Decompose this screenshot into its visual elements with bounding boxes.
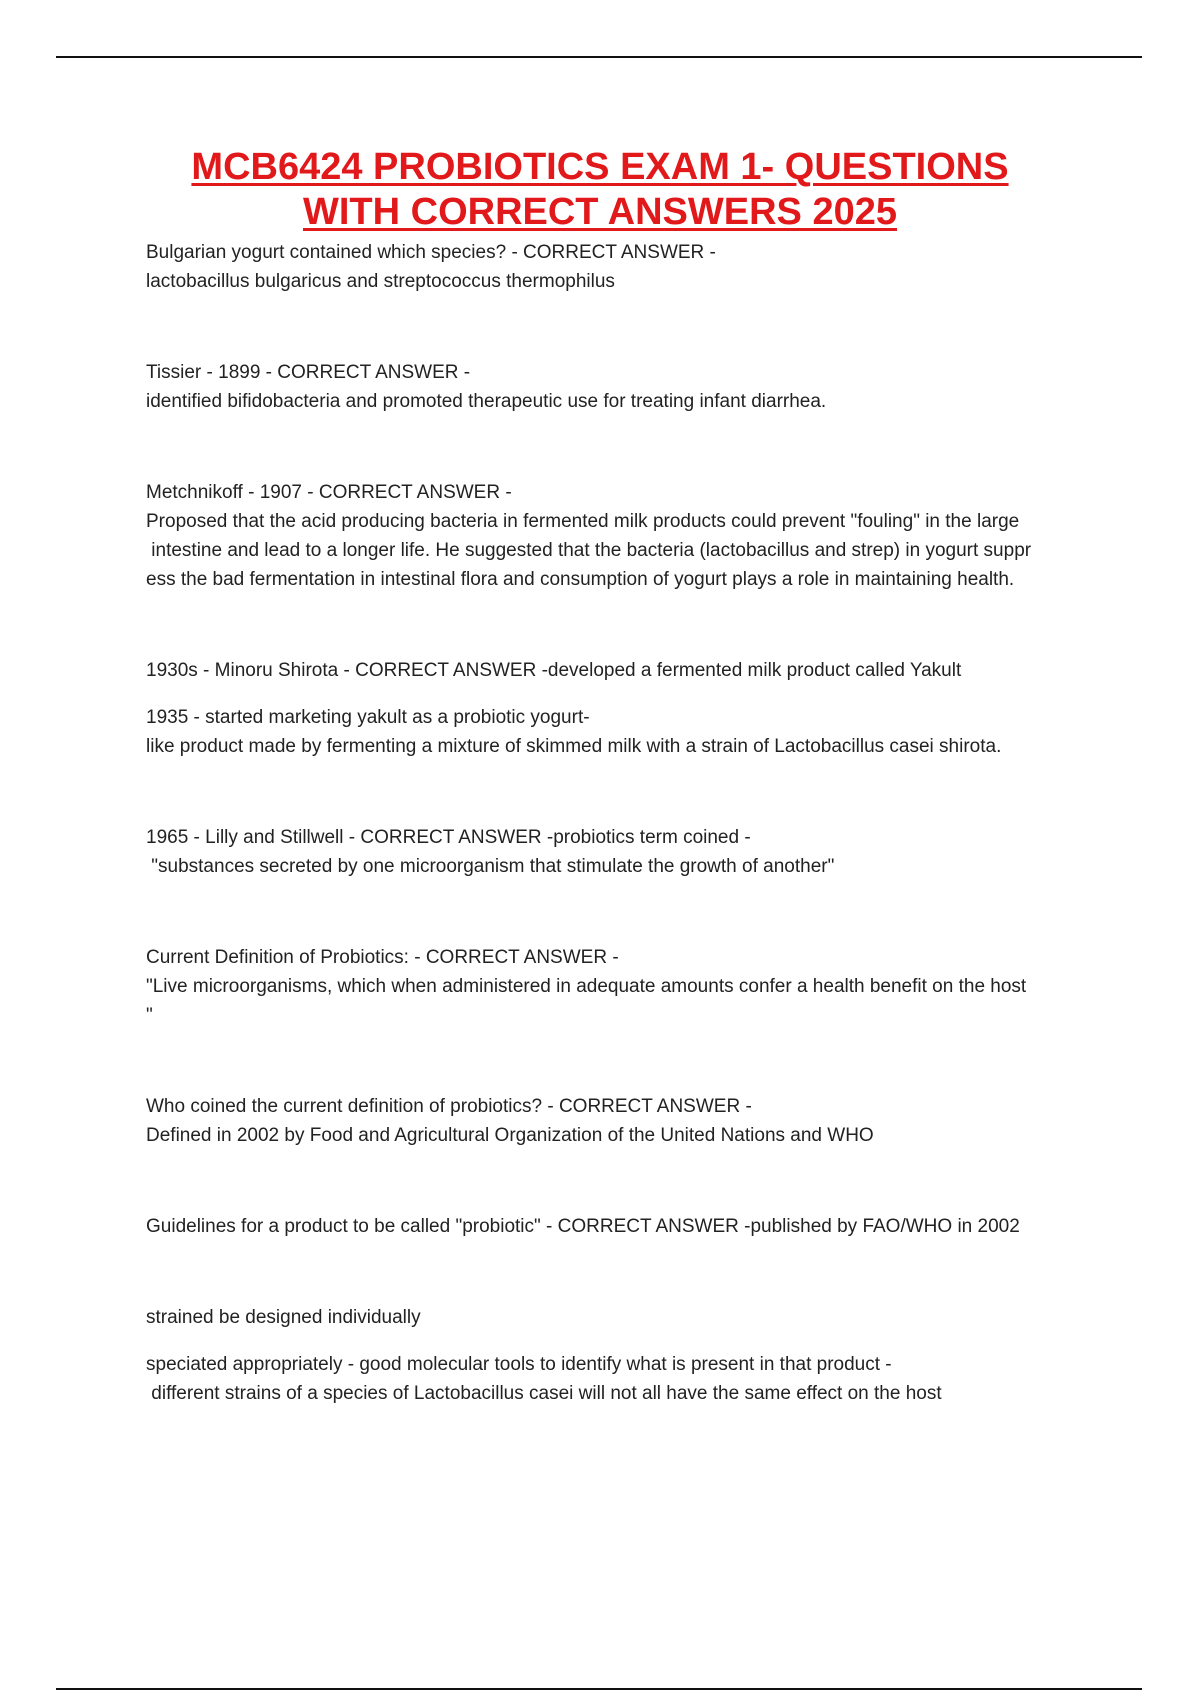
qa-entry-guidelines xyxy=(146,1212,1096,1241)
answer-text: identified bifidobacteria and promoted therapeutic use for treating infant diarrhea. xyxy=(146,391,827,412)
question-text: Guidelines for a product to be called "probiotic" - CORRECT ANSWER -published by FAO/WHO in 2002 xyxy=(146,1216,1020,1237)
answer-text: strained be designed individually xyxy=(146,1307,421,1328)
qa-entry-bulgarian-yogurt xyxy=(146,238,1096,296)
qa-entry-strained xyxy=(146,1303,1096,1332)
answer-text: Defined in 2002 by Food and Agricultural Organization of the United Nations and WHO xyxy=(146,1125,874,1146)
qa-entry-lilly-stillwell xyxy=(146,823,1096,881)
question-text: Bulgarian yogurt contained which species? - CORRECT ANSWER - xyxy=(146,242,716,263)
document-title xyxy=(0,145,1200,235)
question-text: 1965 - Lilly and Stillwell - CORRECT ANSWER -probiotics term coined - xyxy=(146,827,751,848)
qa-entry-tissier xyxy=(146,358,1096,416)
answer-text: different strains of a species of Lactobacillus casei will not all have the same effect on the host xyxy=(146,1383,942,1404)
question-text: 1930s - Minoru Shirota - CORRECT ANSWER -developed a fermented milk product called Yakult xyxy=(146,660,962,681)
qa-entry-who-coined xyxy=(146,1092,1096,1150)
qa-entry-speciated xyxy=(146,1350,1096,1408)
title-line-1: MCB6424 PROBIOTICS EXAM 1- QUESTIONS xyxy=(191,146,1009,188)
answer-text: speciated appropriately - good molecular tools to identify what is present in that product - xyxy=(146,1354,892,1375)
qa-entry-yakult-1935 xyxy=(146,703,1096,761)
answer-text: "substances secreted by one microorganism that stimulate the growth of another" xyxy=(146,856,835,877)
title-line-2: WITH CORRECT ANSWERS 2025 xyxy=(303,191,897,233)
answer-text: like product made by fermenting a mixture of skimmed milk with a strain of Lactobacillus casei shirota. xyxy=(146,736,1002,757)
answer-text: " xyxy=(146,1005,153,1026)
qa-entry-shirota xyxy=(146,656,1096,685)
answer-text: ess the bad fermentation in intestinal flora and consumption of yogurt plays a role in maintaining health. xyxy=(146,569,1015,590)
answer-text: intestine and lead to a longer life. He suggested that the bacteria (lactobacillus and strep) in yogurt suppr xyxy=(146,540,1032,561)
answer-text: 1935 - started marketing yakult as a probiotic yogurt- xyxy=(146,707,590,728)
qa-list xyxy=(146,238,1096,1408)
answer-text: Proposed that the acid producing bacteria in fermented milk products could prevent "fouling" in the large xyxy=(146,511,1020,532)
question-text: Who coined the current definition of probiotics? - CORRECT ANSWER - xyxy=(146,1096,752,1117)
question-text: Current Definition of Probiotics: - CORRECT ANSWER - xyxy=(146,947,619,968)
top-rule xyxy=(56,56,1142,58)
question-text: Metchnikoff - 1907 - CORRECT ANSWER - xyxy=(146,482,512,503)
qa-entry-current-definition xyxy=(146,943,1096,1030)
answer-text: lactobacillus bulgaricus and streptococcus thermophilus xyxy=(146,271,615,292)
qa-entry-metchnikoff xyxy=(146,478,1096,594)
bottom-rule xyxy=(56,1688,1142,1690)
question-text: Tissier - 1899 - CORRECT ANSWER - xyxy=(146,362,471,383)
answer-text: "Live microorganisms, which when administered in adequate amounts confer a health benefit on the host xyxy=(146,976,1027,997)
